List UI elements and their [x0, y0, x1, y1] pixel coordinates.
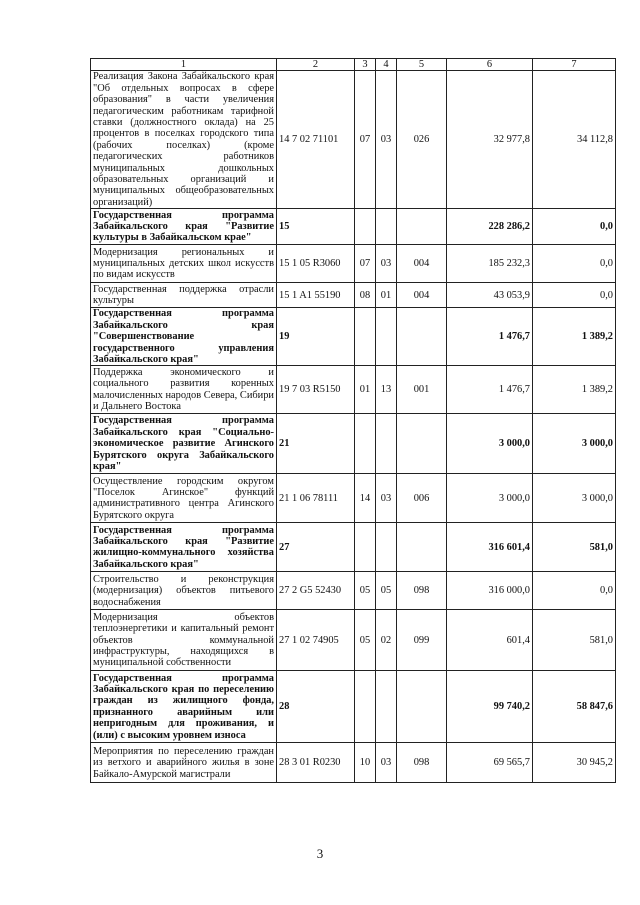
row-name: Государственная программа Забайкальского края "Совершенствование государственного управления Забайкальского края" [91, 308, 277, 366]
row-subsection [376, 671, 397, 743]
row-amount-2: 1 389,2 [533, 366, 616, 414]
row-name: Реализация Закона Забайкальского края "Об отдельных вопросах в сфере образования" в части увеличения педагогическим работникам тарифной ставки (должностного оклада) на 25 процентов в поселках городского типа (рабочих поселках) (кроме педагогических работников муниципальных дошкольных образовательных организаций и муниципальных общеобразовательных организаций) [91, 71, 277, 209]
row-subsection: 03 [376, 474, 397, 523]
row-expense-type [397, 209, 447, 245]
row-section [355, 308, 376, 366]
table-row-program [91, 523, 616, 572]
row-subsection: 03 [376, 743, 397, 783]
row-amount-1: 228 286,2 [447, 209, 533, 245]
row-amount-2: 0,0 [533, 245, 616, 283]
row-amount-1: 1 476,7 [447, 308, 533, 366]
table-row [91, 283, 616, 308]
budget-table-sheet [90, 58, 616, 783]
row-code: 21 [277, 414, 355, 474]
table-row-program [91, 671, 616, 743]
row-code: 28 3 01 R0230 [277, 743, 355, 783]
row-subsection [376, 308, 397, 366]
row-amount-2: 3 000,0 [533, 474, 616, 523]
row-expense-type: 004 [397, 245, 447, 283]
row-expense-type: 004 [397, 283, 447, 308]
row-amount-2: 0,0 [533, 572, 616, 610]
header-col-3: 3 [355, 59, 376, 71]
table-row-program [91, 209, 616, 245]
row-section [355, 671, 376, 743]
row-name: Модернизация объектов теплоэнергетики и капитальный ремонт объектов коммунальной инфраструктуры, находящихся в муниципальной собственности [91, 610, 277, 671]
row-expense-type: 099 [397, 610, 447, 671]
table-row [91, 743, 616, 783]
row-section: 05 [355, 572, 376, 610]
row-amount-1: 3 000,0 [447, 414, 533, 474]
row-subsection: 05 [376, 572, 397, 610]
header-col-1: 1 [91, 59, 277, 71]
row-code: 21 1 06 78111 [277, 474, 355, 523]
row-amount-2: 581,0 [533, 523, 616, 572]
row-subsection: 02 [376, 610, 397, 671]
row-amount-2: 34 112,8 [533, 71, 616, 209]
table-row [91, 366, 616, 414]
table-row [91, 572, 616, 610]
header-col-5: 5 [397, 59, 447, 71]
row-section [355, 209, 376, 245]
row-name: Государственная программа Забайкальского края "Развитие жилищно-коммунального хозяйства Забайкальского края" [91, 523, 277, 572]
row-code: 19 7 03 R5150 [277, 366, 355, 414]
row-expense-type: 098 [397, 743, 447, 783]
table-row [91, 71, 616, 209]
row-section: 05 [355, 610, 376, 671]
row-amount-1: 3 000,0 [447, 474, 533, 523]
budget-table [90, 58, 616, 783]
row-section: 10 [355, 743, 376, 783]
row-amount-1: 601,4 [447, 610, 533, 671]
row-name: Государственная поддержка отрасли культуры [91, 283, 277, 308]
row-amount-1: 1 476,7 [447, 366, 533, 414]
row-code: 27 2 G5 52430 [277, 572, 355, 610]
row-section [355, 523, 376, 572]
row-amount-2: 30 945,2 [533, 743, 616, 783]
row-amount-1: 316 000,0 [447, 572, 533, 610]
header-col-6: 6 [447, 59, 533, 71]
row-code: 15 1 A1 55190 [277, 283, 355, 308]
row-amount-1: 316 601,4 [447, 523, 533, 572]
row-expense-type [397, 671, 447, 743]
row-subsection: 03 [376, 71, 397, 209]
row-expense-type: 098 [397, 572, 447, 610]
row-amount-2: 581,0 [533, 610, 616, 671]
row-subsection [376, 414, 397, 474]
row-name: Государственная программа Забайкальского края по переселению граждан из жилищного фонда, признанного аварийным или непригодным для проживания, и (или) с высоким уровнем износа [91, 671, 277, 743]
row-section: 01 [355, 366, 376, 414]
row-expense-type: 026 [397, 71, 447, 209]
row-section [355, 414, 376, 474]
row-expense-type [397, 308, 447, 366]
row-expense-type: 006 [397, 474, 447, 523]
row-amount-2: 0,0 [533, 283, 616, 308]
table-row-program [91, 308, 616, 366]
page-number: 3 [316, 846, 324, 861]
row-section: 07 [355, 71, 376, 209]
row-subsection: 03 [376, 245, 397, 283]
table-row [91, 610, 616, 671]
row-amount-2: 0,0 [533, 209, 616, 245]
row-name: Модернизация региональных и муниципальных детских школ искусств по видам искусств [91, 245, 277, 283]
row-code: 28 [277, 671, 355, 743]
row-code: 15 [277, 209, 355, 245]
row-subsection: 01 [376, 283, 397, 308]
header-row [91, 59, 616, 71]
row-section: 08 [355, 283, 376, 308]
row-subsection [376, 523, 397, 572]
row-amount-1: 185 232,3 [447, 245, 533, 283]
row-amount-1: 69 565,7 [447, 743, 533, 783]
row-section: 07 [355, 245, 376, 283]
row-expense-type [397, 523, 447, 572]
row-amount-2: 3 000,0 [533, 414, 616, 474]
row-name: Поддержка экономического и социального развития коренных малочисленных народов Севера, Сибири и Дальнего Востока [91, 366, 277, 414]
row-name: Осуществление городским округом "Поселок Агинское" функций административного центра Агинского Бурятского округа [91, 474, 277, 523]
row-section: 14 [355, 474, 376, 523]
row-code: 27 [277, 523, 355, 572]
row-amount-1: 99 740,2 [447, 671, 533, 743]
row-name: Государственная программа Забайкальского края "Развитие культуры в Забайкальском крае" [91, 209, 277, 245]
header-col-7: 7 [533, 59, 616, 71]
row-amount-1: 32 977,8 [447, 71, 533, 209]
row-subsection [376, 209, 397, 245]
table-row [91, 245, 616, 283]
row-name: Мероприятия по переселению граждан из ветхого и аварийного жилья в зоне Байкало-Амурской магистрали [91, 743, 277, 783]
row-expense-type [397, 414, 447, 474]
row-amount-1: 43 053,9 [447, 283, 533, 308]
row-name: Строительство и реконструкция (модернизация) объектов питьевого водоснабжения [91, 572, 277, 610]
row-amount-2: 58 847,6 [533, 671, 616, 743]
row-code: 27 1 02 74905 [277, 610, 355, 671]
row-expense-type: 001 [397, 366, 447, 414]
table-row-program [91, 414, 616, 474]
row-amount-2: 1 389,2 [533, 308, 616, 366]
row-name: Государственная программа Забайкальского края "Социально-экономическое развитие Агинского Бурятского округа Забайкальского края" [91, 414, 277, 474]
table-row [91, 474, 616, 523]
row-subsection: 13 [376, 366, 397, 414]
header-col-2: 2 [277, 59, 355, 71]
header-col-4: 4 [376, 59, 397, 71]
row-code: 15 1 05 R3060 [277, 245, 355, 283]
row-code: 14 7 02 71101 [277, 71, 355, 209]
row-code: 19 [277, 308, 355, 366]
